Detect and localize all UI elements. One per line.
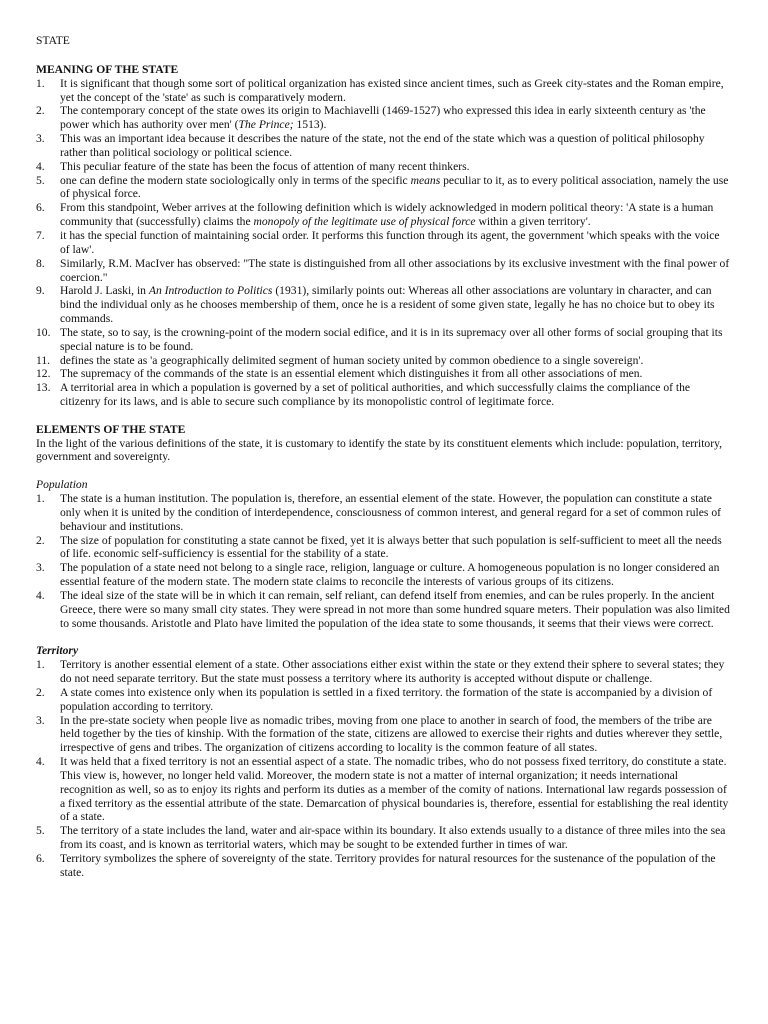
list-item-text: The state, so to say, is the crowning-point of the modern social edifice, and it is in its supremacy over all other forms of social grouping that its special nature is to be found. bbox=[60, 325, 723, 353]
list-item bbox=[36, 367, 732, 381]
list-item bbox=[36, 561, 732, 589]
list-item bbox=[36, 658, 732, 686]
list-item-number: 3. bbox=[36, 713, 45, 727]
list-item-text: it has the special function of maintaining social order. It performs this function through its agent, the government 'which speaks with the voice of law'. bbox=[60, 228, 720, 256]
list-item-text: In the pre-state society when people live as nomadic tribes, moving from one place to another in search of food, the members of the tribe are held together by the ties of kinship. With the formation of the state, citizens are allowed to exercise their rights and duties wherever they settle, irrespective of gens and tribes. The organization of citizens according to locality is the common feature of all states. bbox=[60, 713, 723, 755]
list-item-number: 2. bbox=[36, 685, 45, 699]
list-item-text: Territory is another essential element of a state. Other associations either exist within the state or they extend their sphere to several states; they do not need separate territory. But the state must possess a territory where its authority is accepted without dispute or challenge. bbox=[60, 658, 725, 685]
list-item bbox=[36, 589, 732, 631]
list-item bbox=[36, 852, 732, 880]
list-item-number: 12. bbox=[36, 367, 51, 381]
meaning-list bbox=[36, 77, 732, 409]
population-heading: Population bbox=[36, 478, 88, 492]
territory-list bbox=[36, 658, 732, 880]
list-item bbox=[36, 686, 732, 714]
list-item bbox=[36, 229, 732, 257]
list-item bbox=[36, 354, 732, 368]
population-list bbox=[36, 492, 732, 630]
list-item-number: 7. bbox=[36, 228, 45, 242]
list-item-number: 4. bbox=[36, 159, 45, 173]
list-item-text: This was an important idea because it describes the nature of the state, not the end of the state which was a question of political philosophy rather than political sociology or political science. bbox=[60, 132, 705, 159]
list-item bbox=[36, 824, 732, 852]
list-item bbox=[36, 257, 732, 285]
list-item-number: 13. bbox=[36, 381, 51, 395]
list-item bbox=[36, 77, 732, 105]
list-item-text: A state comes into existence only when its population is settled in a fixed territory. the formation of the state is accompanied by a division of population according to territory. bbox=[60, 685, 713, 713]
list-item bbox=[36, 284, 732, 326]
list-item-number: 1. bbox=[36, 492, 45, 505]
list-item-number: 4. bbox=[36, 755, 45, 769]
list-item-number: 2. bbox=[36, 104, 45, 118]
elements-intro: In the light of the various definitions of the state, it is customary to identify the state by its constituent elements which include: population, territory, government and sovereignty. bbox=[36, 436, 723, 464]
list-item-number: 11. bbox=[36, 353, 51, 367]
list-item-number: 5. bbox=[36, 824, 45, 838]
list-item-text: The territory of a state includes the land, water and air-space within its boundary. It also extends usually to a distance of three miles into the sea from its coast, and is known as territorial waters, which may be sought to be extended further in times of war. bbox=[60, 824, 726, 852]
list-item-number: 4. bbox=[36, 588, 45, 602]
list-item bbox=[36, 534, 732, 562]
list-item bbox=[36, 755, 732, 824]
document-title: STATE bbox=[36, 34, 70, 47]
list-item-text: Harold J. Laski, in An Introduction to Politics (1931), similarly points out: Whereas all other associations are voluntary in character, and can bind the individual only as he chooses membership of them, once he is a resident of some given state, legally he has no choice but to obey its commands. bbox=[60, 284, 715, 326]
list-item-text: Territory symbolizes the sphere of sovereignty of the state. Territory provides for natural resources for the sustenance of the population of the state. bbox=[60, 851, 716, 879]
list-item-number: 9. bbox=[36, 284, 45, 298]
list-item-text: one can define the modern state sociologically only in terms of the specific means peculiar to it, as to every political association, namely the use of physical force. bbox=[60, 173, 729, 201]
list-item-number: 3. bbox=[36, 561, 45, 575]
list-item bbox=[36, 492, 732, 534]
elements-heading: ELEMENTS OF THE STATE bbox=[36, 422, 186, 436]
list-item-text: The state is a human institution. The population is, therefore, an essential element of the state. However, the population can constitute a state only when it is united by the condition of interdependence, consciousness of common interest, and general regard for a set of common rules of behaviour and institutions. bbox=[60, 492, 721, 533]
list-item bbox=[36, 160, 732, 174]
list-item bbox=[36, 201, 732, 229]
list-item-number: 3. bbox=[36, 132, 45, 146]
list-item-text: Similarly, R.M. MacIver has observed: "The state is distinguished from all other associations by its exclusive investment with the final power of coercion." bbox=[60, 256, 730, 284]
list-item-text: This peculiar feature of the state has been the focus of attention of many recent thinkers. bbox=[60, 159, 470, 173]
list-item-number: 1. bbox=[36, 658, 45, 672]
meaning-heading: MEANING OF THE STATE bbox=[36, 62, 179, 76]
list-item bbox=[36, 104, 732, 132]
list-item bbox=[36, 714, 732, 756]
list-item-text: The size of population for constituting a state cannot be fixed, yet it is always better that such population is self-sufficient to meet all the needs of life. economic self-sufficiency is essential for the stability of a state. bbox=[60, 533, 722, 561]
list-item-text: defines the state as 'a geographically delimited segment of human society united by common obedience to a single sovereign'. bbox=[60, 353, 644, 367]
list-item-number: 6. bbox=[36, 201, 45, 215]
list-item bbox=[36, 381, 732, 409]
list-item-number: 2. bbox=[36, 533, 45, 547]
list-item-text: The ideal size of the state will be in which it can remain, self reliant, can defend itself from enemies, and can be rules properly. In the ancient Greece, there were so many small city states. They were spread in not more than some hundred square meters. Their population was also limited to some thousands. Aristotle and Plato have limited the population of the idea state to some thousands, it seems that their views were correct. bbox=[60, 588, 730, 630]
territory-heading: Territory bbox=[36, 644, 79, 658]
list-item-text: It is significant that though some sort of political organization has existed since ancient times, such as Greek city-states and the Roman empire, yet the concept of the 'state' as such is comparatively modern. bbox=[60, 76, 724, 104]
list-item-number: 6. bbox=[36, 851, 45, 865]
list-item-number: 1. bbox=[36, 76, 45, 90]
list-item bbox=[36, 132, 732, 160]
list-item-number: 5. bbox=[36, 173, 45, 187]
list-item-number: 8. bbox=[36, 256, 45, 270]
list-item-text: From this standpoint, Weber arrives at the following definition which is widely acknowledged in modern political theory: 'A state is a human community that (successfully) claims the monopoly of the legitimate use of physical force within a given territory'. bbox=[60, 201, 714, 229]
list-item-text: A territorial area in which a population is governed by a set of political authorities, and which successfully claims the compliance of the citizenry for its laws, and is able to secure such compliance by its monopolistic control of legitimate force. bbox=[60, 381, 691, 409]
list-item-text: The supremacy of the commands of the state is an essential element which distinguishes it from all other associations of men. bbox=[60, 367, 643, 381]
list-item bbox=[36, 326, 732, 354]
list-item-number: 10. bbox=[36, 325, 51, 339]
list-item-text: The contemporary concept of the state owes its origin to Machiavelli (1469-1527) who expressed this idea in early sixteenth century as 'the power which has authority over men' (The Prince; 1513). bbox=[60, 104, 706, 132]
list-item-text: The population of a state need not belong to a single race, religion, language or culture. A homogeneous population is no longer considered an essential feature of the modern state. The modern state claims to reconcile the interests of various groups of its citizens. bbox=[60, 561, 720, 589]
list-item-text: It was held that a fixed territory is not an essential aspect of a state. The nomadic tribes, who do not possess fixed territory, do constitute a state. This view is, however, no longer held valid. Moreover, the modern state is not a matter of internal organization; it needs international recognition as well, so as to enjoy its rights and perform its duties as a member of the comity of nations. International law regards possession of a fixed territory as the essential attribute of the state. Demarcation of physical boundaries is, therefore, essential for establishing the real identity of a state. bbox=[60, 755, 729, 824]
list-item bbox=[36, 174, 732, 202]
